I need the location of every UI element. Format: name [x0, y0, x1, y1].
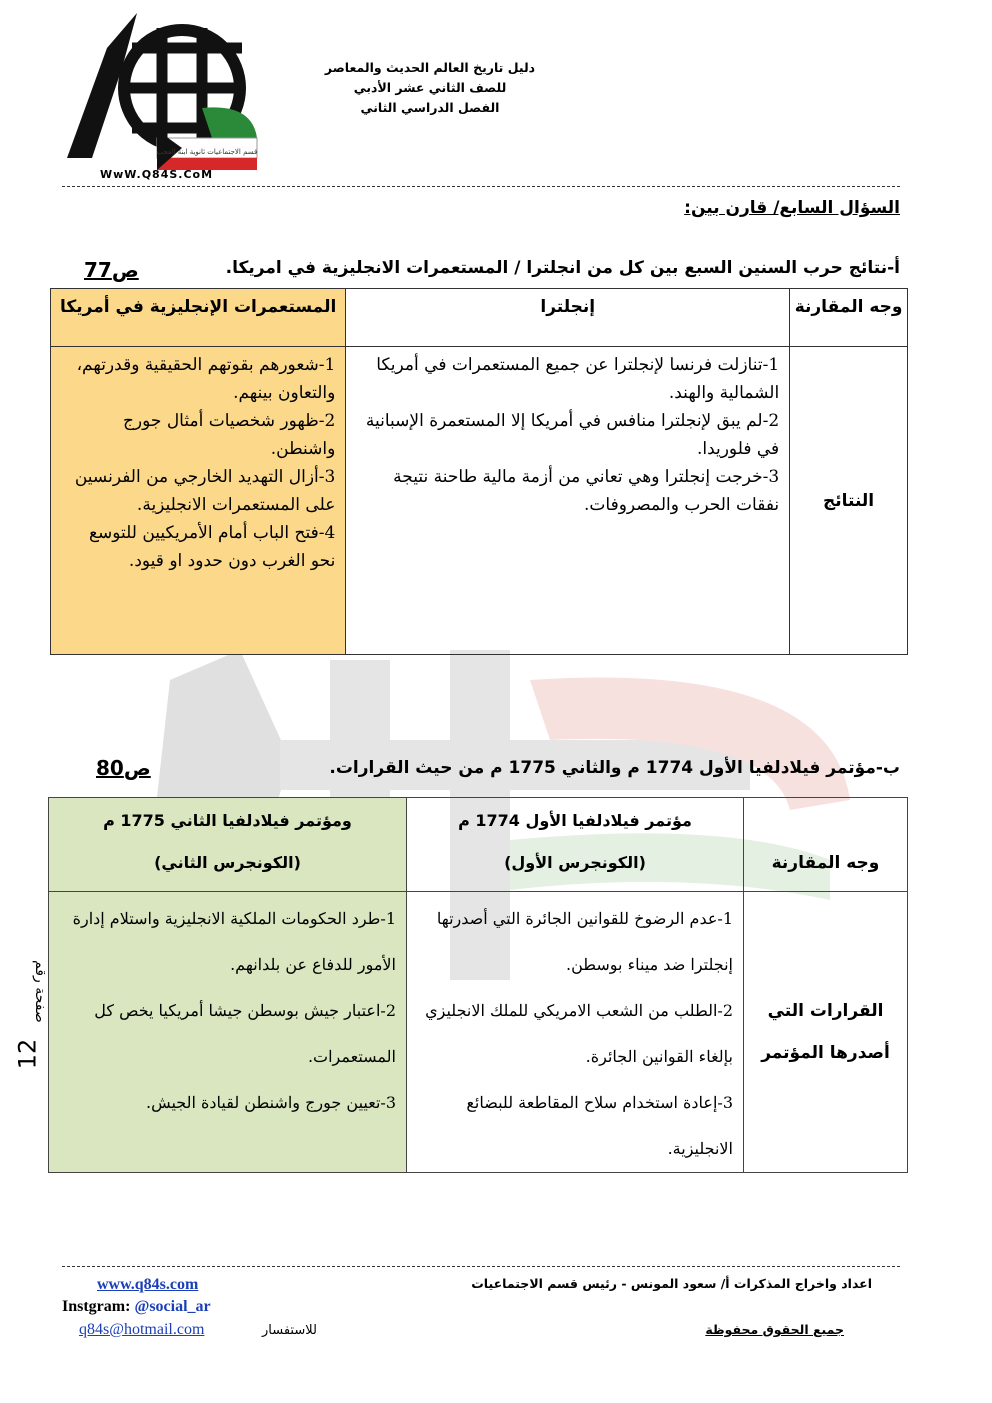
email-link[interactable]: q84s@hotmail.com [79, 1321, 205, 1338]
table-a-england-cell [346, 347, 790, 655]
list-item: 2-الطلب من الشعب الامريكي للملك الانجليزي بإلغاء القوانين الجائرة. [425, 1001, 733, 1066]
table-a-header-england: إنجلترا [346, 289, 790, 347]
prepared-by: اعداد واخراج المذكرات أ/ سعود المونس - رئيس قسم الاجتماعيات [471, 1276, 872, 1291]
header-line-1: دليل تاريخ العالم الحديث والمعاصر [324, 60, 536, 75]
table-b-header-second [49, 798, 407, 892]
page-number: 12 [13, 1038, 42, 1070]
question-title: السؤال السابع/ قارن بين: [684, 198, 900, 218]
table-a-header-aspect: وجه المقارنة [790, 289, 908, 347]
website-link[interactable]: www.q84s.com [97, 1276, 199, 1293]
second-congress-sub: (الكونجرس الثاني) [154, 853, 301, 872]
header-line-3: الفصل الدراسي الثاني [360, 100, 500, 115]
inquiry-label: للاستفسار [262, 1323, 317, 1338]
instagram-label: Instgram: [62, 1298, 131, 1315]
table-a-row-label: النتائج [790, 347, 908, 655]
table-b-second-cell [49, 892, 407, 1173]
first-congress-title: مؤتمر فيلادلفيا الأول 1774 م [458, 811, 692, 830]
table-a-header-colonies: المستعمرات الإنجليزية في أمريكا [51, 289, 346, 347]
list-item: 3-تعيين جورج واشنطن لقيادة الجيش. [145, 1093, 396, 1112]
footer-divider [62, 1266, 900, 1267]
table-b-header-aspect: وجه المقارنة [744, 798, 908, 892]
table-b-first-cell [407, 892, 744, 1173]
logo-dept-text: قسم الاجتماعيات ثانوية ابنة الغجب [156, 148, 258, 156]
list-item: 2-ظهور شخصيات أمثال جورج واشنطن. [122, 411, 336, 459]
list-item: 2-لم يبق لإنجلترا منافس في أمريكا إلا المستعمرة الإسبانية في فلوريدا. [365, 411, 780, 459]
instagram-line [62, 1298, 211, 1316]
comparison-table-a [50, 288, 908, 655]
table-b-row-label: القرارات التي أصدرها المؤتمر [744, 892, 908, 1173]
instagram-handle[interactable]: @social_ar [134, 1298, 211, 1315]
section-b-title: ب-مؤتمر فيلادلفيا الأول 1774 م والثاني 1775 م من حيث القرارات. [329, 758, 900, 778]
list-item: 2-اعتبار جيش بوسطن جيشا أمريكيا يخص كل المستعمرات. [94, 1001, 396, 1066]
list-item: 1-طرد الحكومات الملكية الانجليزية واستلام إدارة الأمور للدفاع عن بلدانهم. [72, 909, 396, 974]
list-item: 3-خرجت إنجلترا وهي تعاني من أزمة مالية طاحنة نتيجة نفقات الحرب والمصروفات. [393, 467, 780, 515]
list-item: 3-أزال التهديد الخارجي من الفرنسين على المستعمرات الانجليزية. [74, 467, 336, 515]
list-item: 1-عدم الرضوخ للقوانين الجائرة التي أصدرتها إنجلترا ضد ميناء بوسطن. [436, 909, 733, 974]
header-line-2: للصف الثاني عشر الأدبي [353, 80, 507, 95]
list-item: 1-تنازلت فرنسا لإنجلترا عن جميع المستعمرات في أمريكا الشمالية والهند. [376, 355, 780, 403]
second-congress-title: ومؤتمر فيلادلفيا الثاني 1775 م [103, 811, 352, 830]
table-a-colonies-cell [51, 347, 346, 655]
school-logo [62, 8, 262, 186]
table-b-header-first [407, 798, 744, 892]
section-a-page-ref: ص77 [84, 258, 139, 282]
comparison-table-b [48, 797, 908, 1173]
section-a-title: أ-نتائج حرب السنين السبع بين كل من انجلترا / المستعمرات الانجليزية في امريكا. [225, 258, 900, 278]
logo-url: WwW.Q84S.CoM [100, 168, 214, 181]
list-item: 4-فتح الباب أمام الأمريكيين للتوسع نحو الغرب دون حدود او قيود. [88, 523, 336, 571]
rights-reserved: جميع الحقوق محفوظة [705, 1322, 844, 1337]
section-b-page-ref: ص80 [96, 756, 151, 780]
list-item: 3-إعادة استخدام سلاح المقاطعة للبضائع الانجليزية. [466, 1093, 733, 1158]
first-congress-sub: (الكونجرس الأول) [504, 853, 646, 872]
header-divider [62, 186, 900, 187]
page-number-label: صفحة رقم [32, 960, 48, 1023]
document-header [300, 58, 560, 118]
list-item: 1-شعورهم بقوتهم الحقيقية وقدرتهم، والتعاون بينهم. [76, 355, 336, 403]
